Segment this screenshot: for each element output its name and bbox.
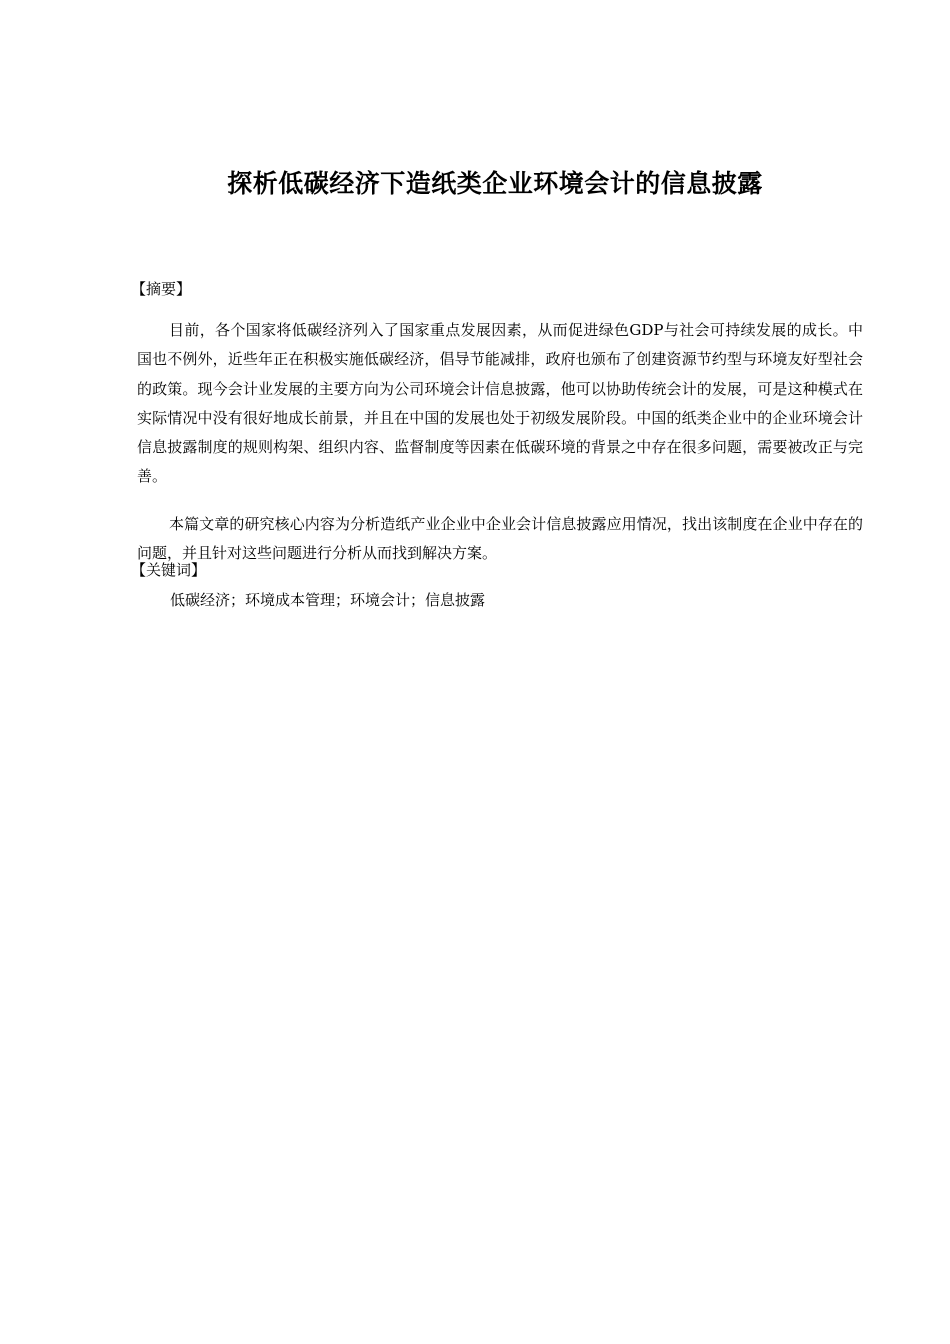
abstract-paragraph-1: 目前，各个国家将低碳经济列入了国家重点发展因素，从而促进绿色GDP与社会可持续发展的成长。中国也不例外，近些年正在积极实施低碳经济，倡导节能减排，政府也颁布了创建资源节约型与环境友好型社会的政策。现今会计业发展的主要方向为公司环境会计信息披露，他可以协助传统会计的发展，可是这种模式在实际情况中没有很好地成长前景，并且在中国的发展也处于初级发展阶段。中国的纸类企业中的企业环境会计信息披露制度的规则构架、组织内容、监督制度等因素在低碳环境的背景之中存在很多问题，需要被改正与完善。: [137, 321, 863, 486]
keywords-text: 低碳经济；环境成本管理；环境会计；信息披露: [170, 591, 486, 609]
keywords-label: 【关键词】: [131, 561, 207, 579]
document-title: 探析低碳经济下造纸类企业环境会计的信息披露: [227, 169, 763, 198]
abstract-label: 【摘要】: [131, 280, 192, 298]
abstract-paragraph-2: 本篇文章的研究核心内容为分析造纸产业企业中企业会计信息披露应用情况，找出该制度在企业中存在的问题，并且针对这些问题进行分析从而找到解决方案。: [137, 515, 863, 563]
